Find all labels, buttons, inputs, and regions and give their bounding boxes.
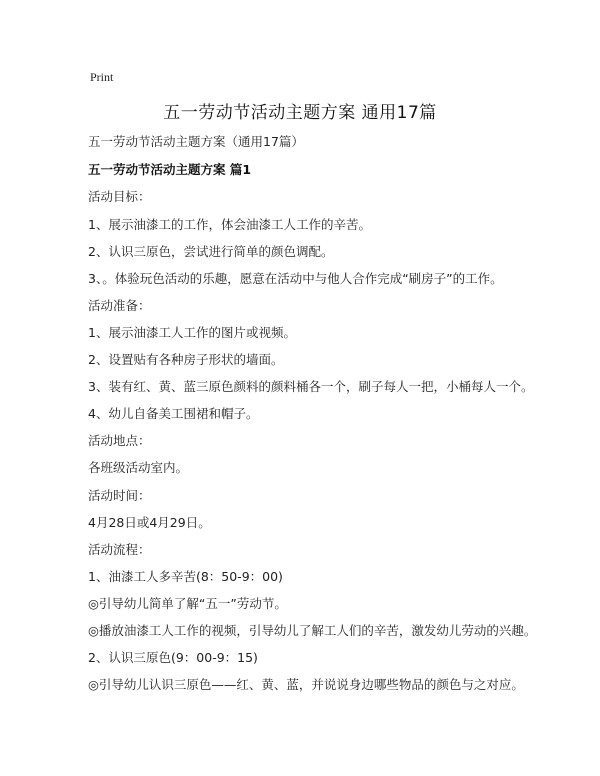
paragraph-line: 4、幼儿自备美工围裙和帽子。 [88, 406, 259, 421]
paragraph-line: 活动时间： [88, 488, 151, 503]
paragraph-line: 1、油漆工人多辛苦(8：50-9：00) [88, 569, 283, 584]
document-title: 五一劳动节活动主题方案 通用17篇 [163, 103, 437, 123]
paragraph-line: 4月28日或4月29日。 [88, 515, 211, 530]
paragraph-line: 2、认识三原色，尝试进行简单的颜色调配。 [88, 244, 334, 259]
section-heading: 五一劳动节活动主题方案 篇1 [88, 162, 252, 177]
paragraph-line: 活动地点： [88, 433, 151, 448]
paragraph-line: 3、。体验玩色活动的乐趣，愿意在活动中与他人合作完成“刷房子”的工作。 [88, 271, 503, 286]
print-link[interactable]: Print [90, 70, 114, 84]
paragraph-line: 活动目标： [88, 189, 151, 204]
paragraph-line: ◎引导幼儿认识三原色——红、黄、蓝，并说说身边哪些物品的颜色与之对应。 [88, 677, 524, 692]
paragraph-line: 活动流程： [88, 542, 151, 557]
paragraph-line: 2、设置贴有各种房子形状的墙面。 [88, 352, 284, 367]
paragraph-line: ◎播放油漆工人工作的视频，引导幼儿了解工人们的辛苦，激发幼儿劳动的兴趣。 [88, 623, 537, 638]
paragraph-line: 各班级活动室内。 [88, 460, 189, 475]
paragraph-line: 活动准备： [88, 298, 151, 313]
paragraph-line: 2、认识三原色(9：00-9：15) [88, 650, 258, 665]
paragraph-line: 1、展示油漆工的工作，体会油漆工人工作的辛苦。 [88, 217, 371, 232]
subtitle-line: 五一劳动节活动主题方案（通用17篇） [88, 134, 304, 149]
paragraph-line: 1、展示油漆工人工作的图片或视频。 [88, 325, 296, 340]
paragraph-line: ◎引导幼儿简单了解“五一”劳动节。 [88, 596, 287, 611]
paragraph-line: 3、装有红、黄、蓝三原色颜料的颜料桶各一个，刷子每人一把，小桶每人一个。 [88, 379, 534, 394]
